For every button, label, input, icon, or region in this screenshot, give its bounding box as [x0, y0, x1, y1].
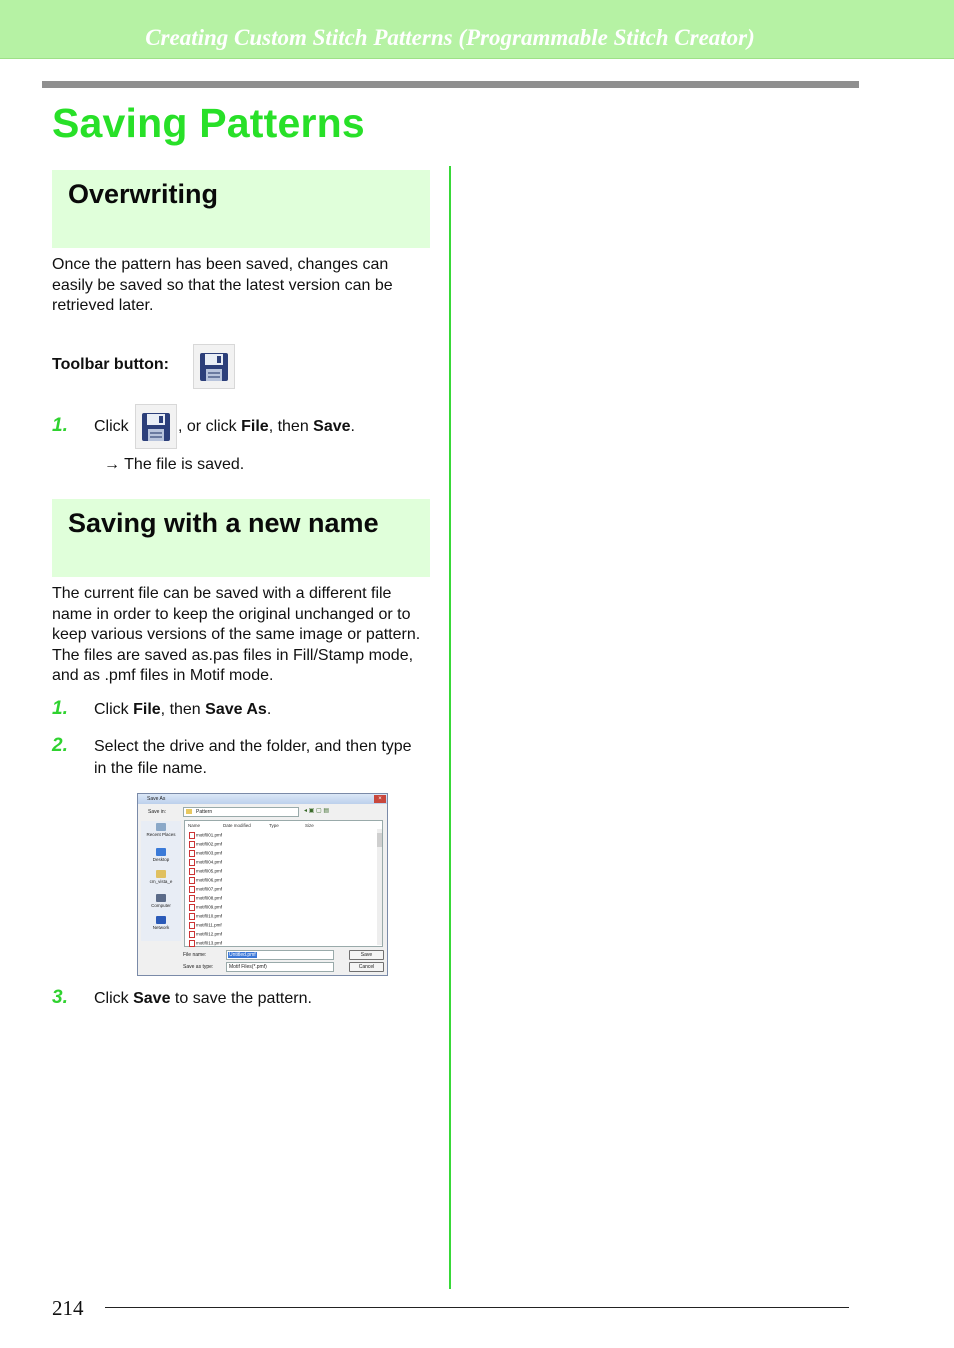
- page-title: Saving Patterns: [52, 100, 365, 146]
- step-1-instruction: [94, 699, 271, 721]
- text-fragment: , then: [268, 418, 314, 435]
- pmf-file-icon: [189, 859, 195, 866]
- step-save-button[interactable]: [135, 404, 177, 449]
- file-name: motif011.pmf: [196, 922, 222, 928]
- text-fragment: Click: [94, 990, 134, 1007]
- text-fragment: , then: [160, 701, 206, 718]
- title-rule: [42, 81, 859, 88]
- pmf-file-icon: [189, 850, 195, 857]
- column-header-type[interactable]: Type: [269, 823, 279, 828]
- menu-file-ref: File: [241, 418, 269, 435]
- pmf-file-icon: [189, 904, 195, 911]
- file-name: motif008.pmf: [196, 895, 223, 901]
- paragraph-line: retrieved later.: [52, 297, 154, 314]
- step-1-instruction: [178, 416, 355, 438]
- toolbar-save-button[interactable]: [193, 344, 235, 389]
- menu-file-ref: File: [133, 701, 161, 718]
- save-type-value: Motif Files(*.pmf): [229, 964, 267, 970]
- paragraph-line: The current file can be saved with a different file: [52, 585, 392, 602]
- step-number: 1.: [52, 415, 68, 436]
- list-item[interactable]: [189, 904, 222, 911]
- file-list: [184, 820, 383, 947]
- text-fragment: .: [266, 701, 272, 718]
- footer-rule: [105, 1307, 849, 1308]
- place-label: Network: [152, 925, 170, 930]
- save-ref: Save: [133, 990, 171, 1007]
- folder-icon: [186, 809, 192, 814]
- step-number: 3.: [52, 987, 68, 1008]
- file-name: motif004.pmf: [196, 859, 223, 865]
- save-type-label: Save as type:: [183, 964, 214, 970]
- section-overwriting-box: [52, 170, 430, 248]
- pmf-file-icon: [189, 895, 195, 902]
- section-saving-new-name-box: [52, 499, 430, 577]
- paragraph-line: easily be saved so that the latest version can be: [52, 276, 393, 294]
- file-name-input[interactable]: [226, 950, 334, 960]
- save-as-dialog-screenshot: [137, 793, 388, 976]
- pmf-file-icon: [189, 931, 195, 938]
- file-name: motif002.pmf: [196, 841, 223, 847]
- text-fragment: .: [350, 418, 355, 435]
- place-label: cm_vista_e: [149, 879, 173, 884]
- list-item[interactable]: [189, 886, 222, 893]
- list-item[interactable]: [189, 922, 222, 929]
- pmf-file-icon: [189, 868, 195, 875]
- user-folder-icon: [156, 870, 166, 878]
- step-result: → The file is saved.: [104, 456, 245, 473]
- file-name: motif003.pmf: [196, 850, 223, 856]
- network-icon: [156, 916, 166, 924]
- toolbar-button-label: Toolbar button:: [52, 356, 169, 373]
- list-item[interactable]: [189, 868, 222, 875]
- paragraph-line: name in order to keep the original unchanged or to: [52, 605, 411, 623]
- text-fragment: Click: [94, 701, 134, 718]
- place-user[interactable]: [141, 870, 181, 884]
- scrollbar-thumb[interactable]: [377, 833, 382, 847]
- text-fragment: , or click: [178, 418, 242, 435]
- file-name: motif013.pmf: [196, 940, 223, 946]
- column-header-size[interactable]: Size: [305, 823, 314, 828]
- file-name: motif007.pmf: [196, 886, 223, 892]
- file-name: motif005.pmf: [196, 868, 223, 874]
- place-label: Recent Places: [146, 832, 176, 837]
- pmf-file-icon: [189, 922, 195, 929]
- place-label: Computer: [151, 903, 171, 908]
- page-number: 214: [52, 1296, 84, 1320]
- file-name: motif010.pmf: [196, 913, 223, 919]
- recent-places-icon: [156, 823, 166, 831]
- places-bar: [141, 821, 181, 941]
- nav-toolbar-icons[interactable]: ◂ ▣ ▢ ▤: [304, 808, 330, 814]
- list-item[interactable]: [189, 841, 222, 848]
- step-line: Select the drive and the folder, and then type: [94, 738, 412, 755]
- dialog-save-button[interactable]: Save: [349, 950, 384, 960]
- save-type-dropdown[interactable]: [226, 962, 334, 972]
- dialog-titlebar: [138, 794, 387, 804]
- list-item[interactable]: [189, 913, 222, 920]
- paragraph-line: keep various versions of the same image or pattern.: [52, 626, 421, 643]
- paragraph-line: Once the pattern has been saved, changes can: [52, 256, 389, 273]
- file-name: motif001.pmf: [196, 832, 223, 838]
- dialog-title: Save As: [147, 796, 166, 802]
- place-desktop[interactable]: [141, 848, 181, 862]
- computer-icon: [156, 894, 166, 902]
- section-heading-overwriting: Overwriting: [68, 179, 219, 209]
- overwriting-paragraph: [52, 255, 393, 317]
- pmf-file-icon: [189, 877, 195, 884]
- list-item[interactable]: [189, 877, 222, 884]
- pmf-file-icon: [189, 841, 195, 848]
- pmf-file-icon: [189, 940, 195, 947]
- list-item[interactable]: [189, 940, 222, 947]
- file-name: motif012.pmf: [196, 931, 223, 937]
- step-click-label: Click: [94, 418, 129, 435]
- column-header-date[interactable]: Date modified: [223, 823, 251, 828]
- text-fragment: to save the pattern.: [170, 990, 312, 1007]
- step-number: 2.: [52, 735, 68, 756]
- list-item[interactable]: [189, 859, 222, 866]
- list-item[interactable]: [189, 850, 222, 857]
- column-header-name[interactable]: Name: [188, 823, 201, 828]
- floppy-disk-icon: [140, 411, 172, 443]
- scrollbar[interactable]: [377, 829, 382, 945]
- saving-new-name-paragraph: [52, 584, 420, 687]
- list-item[interactable]: [189, 832, 222, 839]
- running-header: Creating Custom Stitch Patterns (Programmable Stitch Creator): [145, 25, 755, 50]
- pmf-file-icon: [189, 832, 195, 839]
- save-in-label: Save in:: [148, 809, 167, 815]
- step-number: 1.: [52, 698, 68, 719]
- paragraph-line: and as .pmf files in Motif mode.: [52, 667, 274, 684]
- file-name-value: Untitled.pmf: [229, 952, 256, 958]
- step-line: in the file name.: [94, 760, 207, 777]
- paragraph-line: The files are saved as.pas files in Fill/Stamp mode,: [52, 646, 414, 664]
- step-3-instruction: [94, 988, 312, 1010]
- pmf-file-icon: [189, 886, 195, 893]
- list-item[interactable]: [189, 931, 222, 938]
- save-in-value: Pattern: [196, 809, 213, 815]
- close-icon[interactable]: ×: [374, 795, 386, 803]
- column-divider: [449, 166, 451, 1289]
- section-heading-saving-new-name: Saving with a new name: [68, 508, 379, 538]
- menu-save-ref: Save: [313, 418, 351, 435]
- file-name: motif006.pmf: [196, 877, 223, 883]
- place-recent[interactable]: [141, 823, 181, 837]
- file-name: motif009.pmf: [196, 904, 223, 910]
- place-label: Desktop: [152, 857, 170, 862]
- place-network[interactable]: [141, 916, 181, 930]
- file-name-label: File name:: [183, 952, 207, 958]
- save-in-dropdown[interactable]: [183, 807, 299, 817]
- menu-save-as-ref: Save As: [205, 701, 267, 718]
- desktop-icon: [156, 848, 166, 856]
- floppy-disk-icon: [198, 351, 230, 383]
- step-2-instruction: [94, 736, 412, 780]
- dialog-cancel-button[interactable]: Cancel: [349, 962, 384, 972]
- list-item[interactable]: [189, 895, 222, 902]
- pmf-file-icon: [189, 913, 195, 920]
- place-computer[interactable]: [141, 894, 181, 908]
